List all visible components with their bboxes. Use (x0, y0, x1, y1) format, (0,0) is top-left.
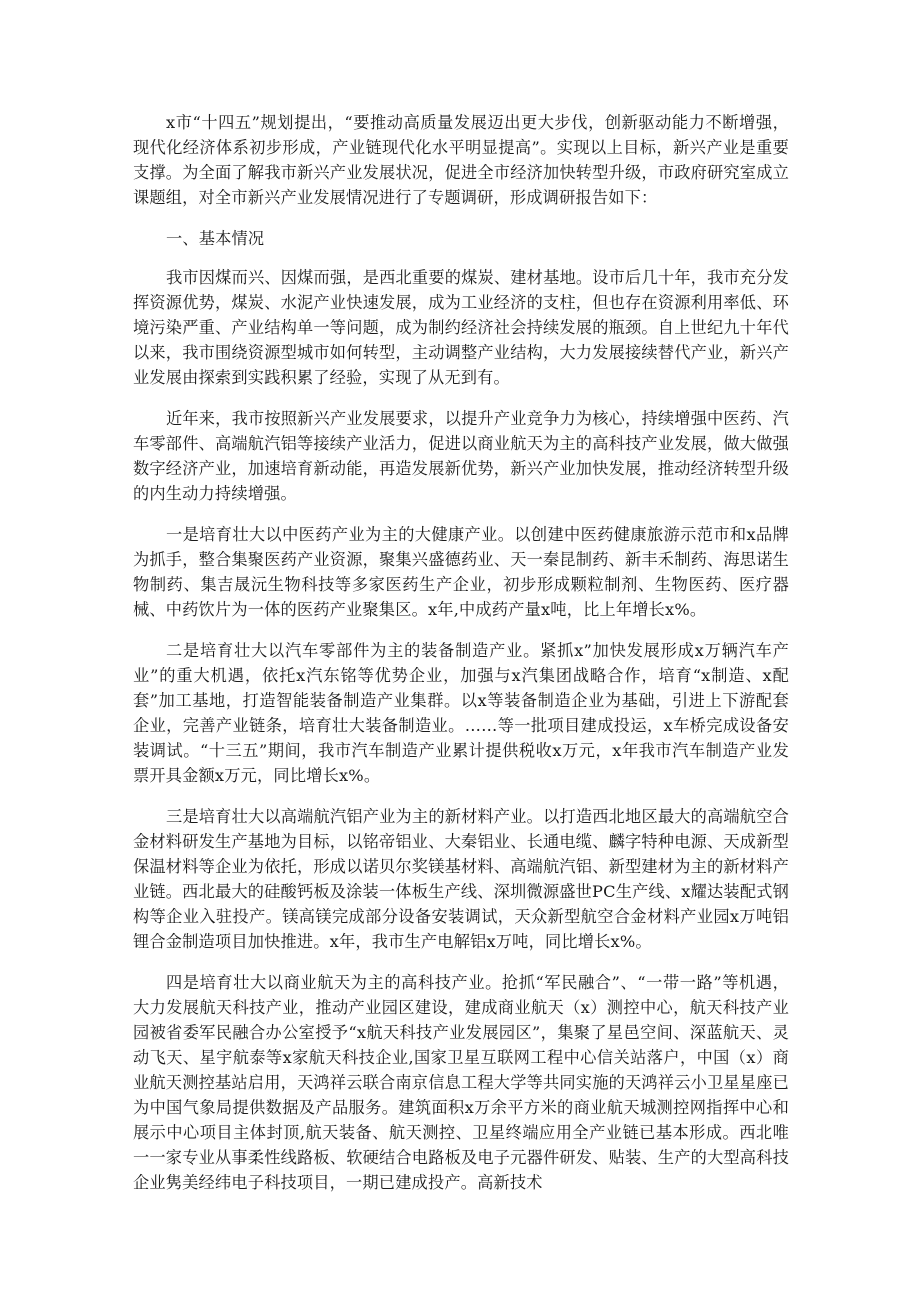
paragraph-recent-years: 近年来，我市按照新兴产业发展要求，以提升产业竞争力为核心，持续增强中医药、汽车零部件、高端航汽铝等接续产业活力，促进以商业航天为主的高科技产业发展，做大做强数字经济产业，加速培育新动能，再造发展新优势，新兴产业加快发展，推动经济转型升级的内生动力持续增强。 (133, 409, 789, 503)
paragraph-new-materials: 三是培育壮大以高端航汽铝产业为主的新材料产业。以打造西北地区最大的高端航空合金材料研发生产基地为目标，以铭帝铝业、大秦铝业、长通电缆、麟字特种电源、天成新型保温材料等企业为依托，形成以诺贝尔奖镁基材料、高端航汽铝、新型建材为主的新材料产业链。西北最大的硅酸钙板及涂装一体板生产线、深圳微源盛世PC生产线、x耀达装配式钢构等企业入驻投产。镁高镁完成部分设备安装调试，天众新型航空合金材料产业园x万吨铝锂合金制造项目加快推进。x年，我市生产电解铝x万吨，同比增长x%。 (133, 807, 789, 951)
section-heading-basic-situation: 一、基本情况 (166, 229, 265, 248)
paragraph-health-industry: 一是培育壮大以中医药产业为主的大健康产业。以创建中医药健康旅游示范市和x品牌为抓手，整合集聚医药产业资源，聚集兴盛德药业、天一秦昆制药、新丰禾制药、海思诺生物制药、集吉晟沅生物科技等多家医药生产企业，初步形成颗粒制剂、生物医药、医疗器械、中药饮片为一体的医药产业聚集区。x年,中成药产量x吨，比上年增长x%。 (133, 525, 789, 619)
document-page (133, 110, 789, 1211)
paragraph-high-tech-aerospace: 四是培育壮大以商业航天为主的高科技产业。抢抓“军民融合”、“一带一路”等机遇，大力发展航天科技产业，推动产业园区建设，建成商业航天（x）测控中心，航天科技产业园被省委军民融合办公室授予“x航天科技产业发展园区”，集聚了星邑空间、深蓝航天、灵动飞天、星宇航泰等x家航天科技企业,国家卫星互联网工程中心信关站落户，中国（x）商业航天测控基站启用，天鸿祥云联合南京信息工程大学等共同实施的天鸿祥云小卫星星座已为中国气象局提供数据及产品服务。建筑面积x万余平方米的商业航天城测控网指挥中心和展示中心项目主体封顶,航天装备、航天测控、卫星终端应用全产业链已基本形成。西北唯一一家专业从事柔性线路板、软硬结合电路板及电子元器件研发、贴装、生产的大型高科技企业隽美经纬电子科技项目，一期已建成投产。高新技术 (133, 973, 789, 1192)
paragraph-equipment-manufacturing: 二是培育壮大以汽车零部件为主的装备制造产业。紧抓x”加快发展形成x万辆汽车产业”的重大机遇，依托x汽东铭等优势企业，加强与x汽集团战略合作，培育“x制造、x配套”加工基地，打造智能装备制造产业集群。以x等装备制造企业为基础，引进上下游配套企业，完善产业链条，培育壮大装备制造业。……等一批项目建成投运，x车桥完成设备安装调试。“十三五”期间，我市汽车制造产业累计提供税收x万元，x年我市汽车制造产业发票开具金额x万元，同比增长x%。 (133, 641, 789, 785)
intro-paragraph: x市“十四五”规划提出，“要推动高质量发展迈出更大步伐，创新驱动能力不断增强，现代化经济体系初步形成，产业链现代化水平明显提高”。实现以上目标，新兴产业是重要支撑。为全面了解我市新兴产业发展状况，促进全市经济加快转型升级，市政府研究室成立课题组，对全市新兴产业发展情况进行了专题调研，形成调研报告如下： (133, 113, 789, 207)
paragraph-background: 我市因煤而兴、因煤而强，是西北重要的煤炭、建材基地。设市后几十年，我市充分发挥资源优势，煤炭、水泥产业快速发展，成为工业经济的支柱，但也存在资源利用率低、环境污染严重、产业结构单一等问题，成为制约经济社会持续发展的瓶颈。自上世纪九十年代以来，我市围绕资源型城市如何转型，主动调整产业结构，大力发展接续替代产业，新兴产业发展由探索到实践积累了经验，实现了从无到有。 (133, 268, 789, 387)
